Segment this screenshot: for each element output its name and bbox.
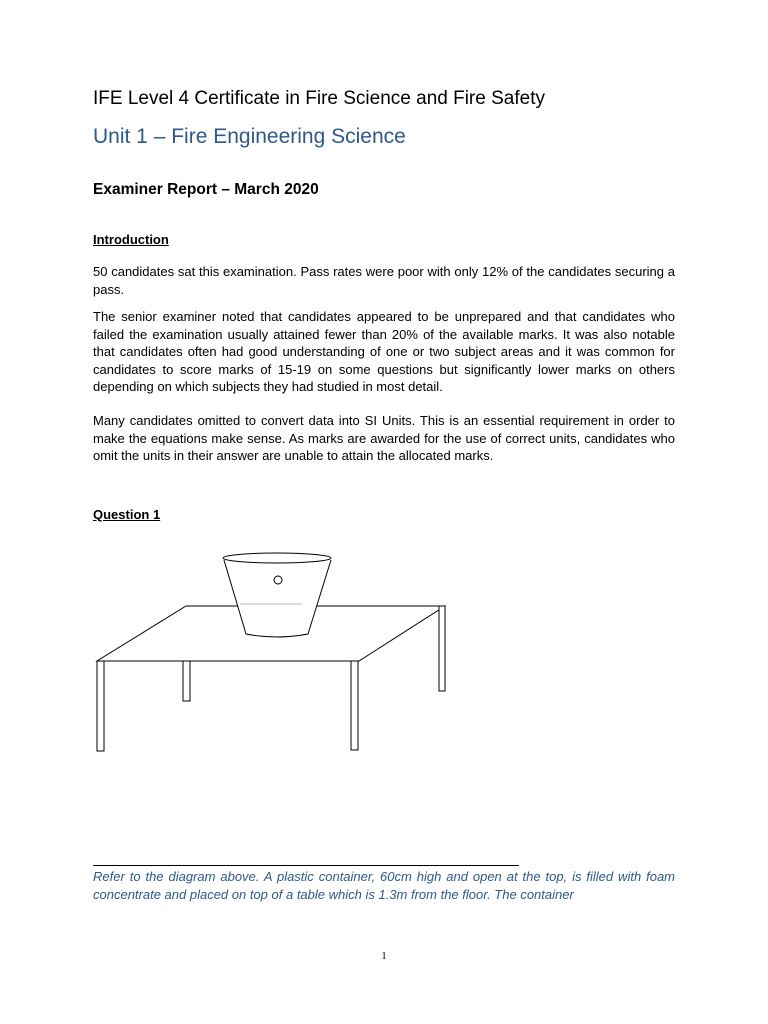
table-container-diagram — [0, 540, 768, 760]
table-leg-back-right — [439, 606, 445, 691]
page-number: 1 — [381, 950, 387, 962]
question-1-text: Refer to the diagram above. A plastic container, 60cm high and open at the top, is filled with foam concentrate and placed on top of a table which is 1.3m from the floor. The container — [93, 869, 675, 902]
question-1-heading: Question 1 — [93, 507, 161, 522]
footnote-divider — [93, 865, 519, 866]
unit-title: Unit 1 – Fire Engineering Science — [93, 125, 406, 148]
table-leg-front-left — [97, 661, 104, 751]
table-leg-back-left — [183, 661, 190, 701]
intro-paragraph-3: Many candidates omitted to convert data into SI Units. This is an essential requirement in order to make the equations make sense. As marks are awarded for the use of correct units, candidates who omit the units in their answer are unable to attain the allocated marks. — [93, 413, 675, 463]
container-rim — [223, 553, 331, 563]
intro-paragraph-2: The senior examiner noted that candidates appeared to be unprepared and that candidates who failed the examination usually attained fewer than 20% of the available marks. It was also notable that candidates often had good understanding of one or two subject areas and it was common for candidates to score marks of 15-19 on some questions but significantly lower marks on others depending on which subjects they had studied in most detail. — [93, 309, 675, 394]
intro-paragraph-1: 50 candidates sat this examination. Pass rates were poor with only 12% of the candidates securing a pass. — [93, 264, 675, 297]
introduction-heading: Introduction — [93, 232, 169, 247]
table-leg-front-right — [351, 661, 358, 750]
course-title: IFE Level 4 Certificate in Fire Science and Fire Safety — [93, 88, 545, 109]
report-title: Examiner Report – March 2020 — [93, 181, 319, 198]
